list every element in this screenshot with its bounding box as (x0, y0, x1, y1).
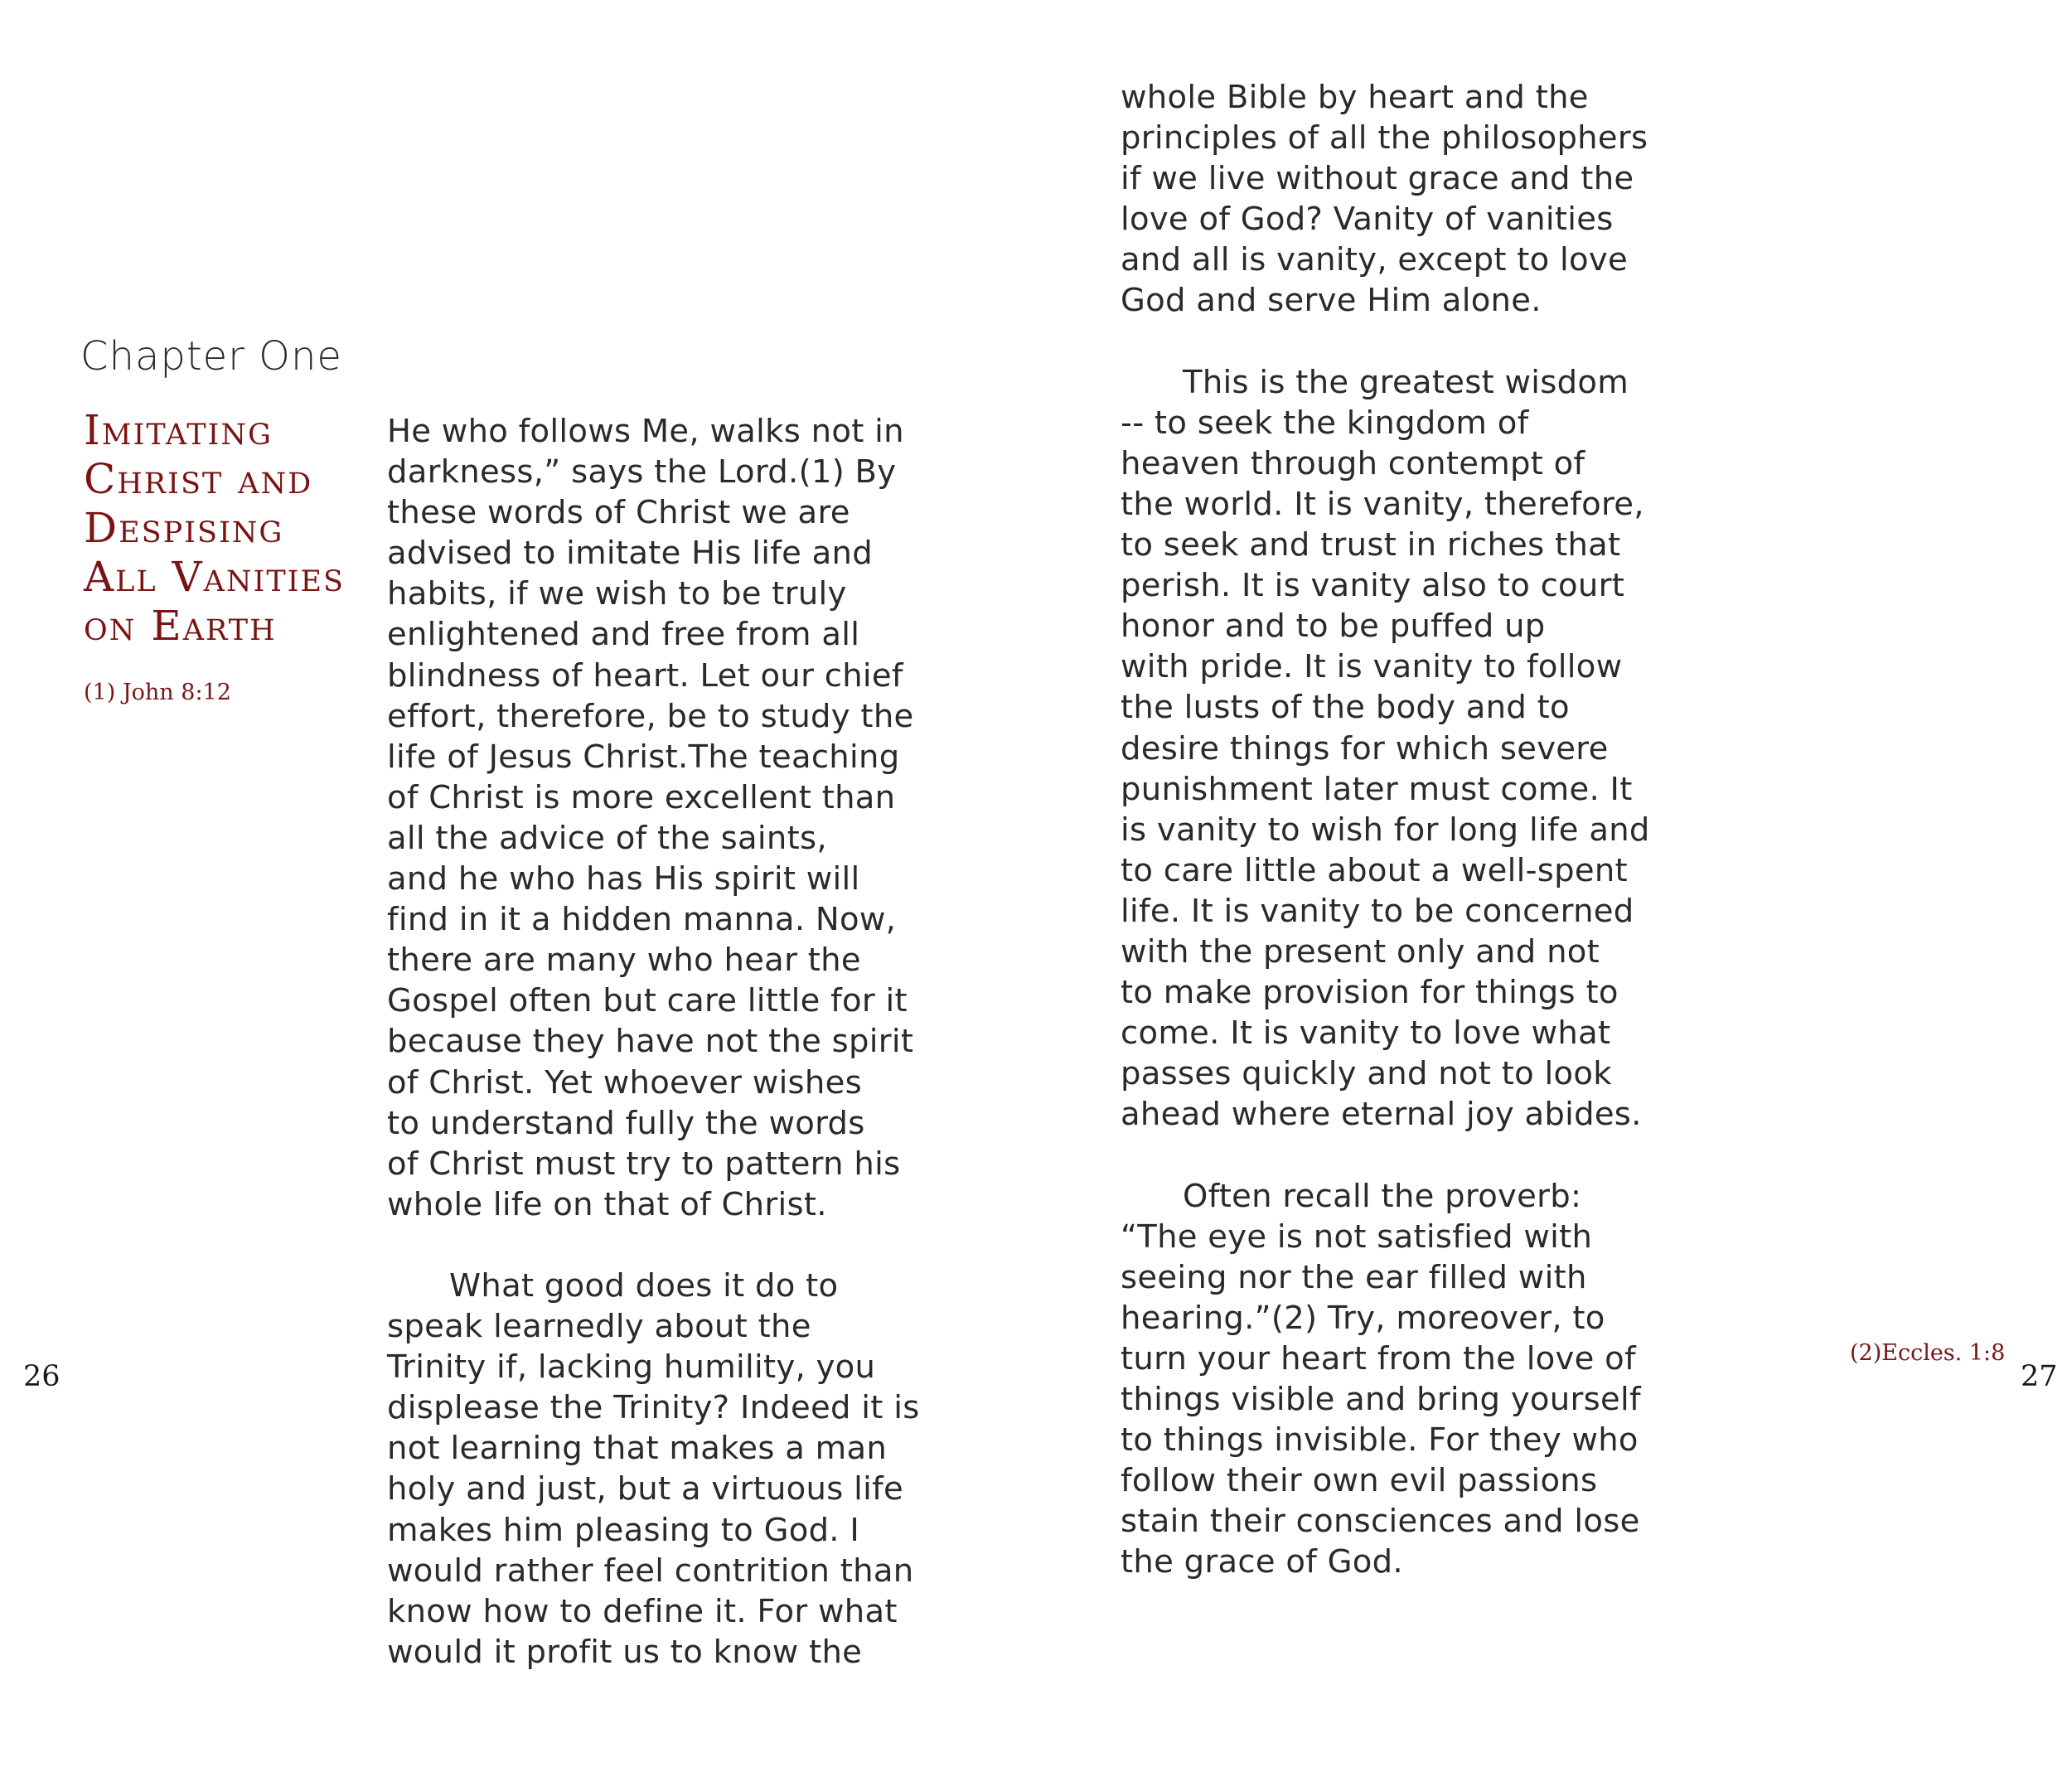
body-line: displease the Trinity? Indeed it is (387, 1389, 920, 1427)
body-line: with the present only and not (1121, 932, 1600, 971)
paragraph-gap (1121, 1135, 1650, 1175)
chapter-title-line: Imitating (84, 406, 273, 454)
body-line: What good does it do to (449, 1266, 839, 1305)
body-line: with pride. It is vanity to follow (1121, 648, 1623, 686)
right-body-text (1121, 77, 1650, 1582)
body-line: the lusts of the body and to (1121, 689, 1570, 727)
body-line: things visible and bring yourself (1121, 1381, 1641, 1418)
body-line: effort, therefore, be to study the (387, 697, 914, 735)
body-line: stain their consciences and lose (1121, 1503, 1640, 1541)
body-line: ahead where eternal joy abides. (1121, 1096, 1642, 1134)
body-line: habits, if we wish to be truly (387, 575, 847, 613)
body-line: and all is vanity, except to love (1121, 241, 1628, 279)
body-line: makes him pleasing to God. I (387, 1511, 860, 1549)
body-line: perish. It is vanity also to court (1121, 567, 1625, 605)
body-line: heaven through contempt of (1121, 444, 1585, 482)
body-line: life. It is vanity to be concerned (1121, 892, 1634, 930)
body-line: -- to seek the kingdom of (1121, 404, 1529, 442)
body-line: to make provision for things to (1121, 974, 1619, 1012)
body-line: to understand fully the words (387, 1104, 865, 1142)
body-line: life of Jesus Christ.The teaching (387, 738, 900, 776)
footnote-john: (1) John 8:12 (84, 680, 231, 705)
body-line: the world. It is vanity, therefore, (1121, 485, 1644, 523)
body-line: Trinity if, lacking humility, you (387, 1348, 876, 1387)
left-body-text (387, 411, 920, 1673)
body-line: of Christ. Yet whoever wishes (387, 1063, 862, 1101)
body-line: punishment later must come. It (1121, 770, 1633, 808)
body-line: seeing nor the ear filled with (1121, 1258, 1587, 1296)
chapter-title-line: on Earth (84, 602, 277, 650)
body-line: not learning that makes a man (387, 1430, 888, 1468)
chapter-title-line: All Vanities (84, 553, 346, 601)
body-line: turn your heart from the love of (1121, 1339, 1636, 1377)
chapter-title (84, 406, 366, 651)
chapter-title-line: Despising (84, 504, 284, 552)
body-line: follow their own evil passions (1121, 1462, 1598, 1500)
body-line: Gospel often but care little for it (387, 982, 908, 1020)
body-line: and he who has His spirit will (387, 860, 860, 898)
body-line: honor and to be puffed up (1121, 608, 1546, 646)
body-line: would rather feel contrition than (387, 1552, 914, 1590)
body-line: This is the greatest wisdom (1183, 363, 1629, 401)
body-line: God and serve Him alone. (1121, 282, 1542, 320)
body-line: speak learnedly about the (387, 1308, 811, 1346)
body-line: of Christ must try to pattern his (387, 1145, 901, 1183)
body-line: find in it a hidden manna. Now, (387, 901, 897, 939)
body-line: if we live without grace and the (1121, 160, 1634, 198)
body-line: of Christ is more excellent than (387, 778, 896, 816)
page-number-right: 27 (2021, 1360, 2058, 1393)
body-line: He who follows Me, walks not in (387, 413, 904, 450)
body-line: holy and just, but a virtuous life (387, 1470, 903, 1508)
paragraph-gap (387, 1225, 920, 1266)
body-line: love of God? Vanity of vanities (1121, 201, 1614, 239)
body-line: blindness of heart. Let our chief (387, 656, 903, 695)
body-line: principles of all the philosophers (1121, 119, 1648, 157)
body-line: all the advice of the saints, (387, 819, 827, 857)
body-line: hearing.”(2) Try, moreover, to (1121, 1299, 1605, 1337)
body-line: whole life on that of Christ. (387, 1185, 827, 1223)
body-line: know how to define it. For what (387, 1592, 898, 1630)
body-line: because they have not the spirit (387, 1023, 914, 1061)
body-line: Often recall the proverb: (1183, 1177, 1582, 1215)
body-line: is vanity to wish for long life and (1121, 811, 1650, 849)
body-line: these words of Christ we are (387, 494, 850, 532)
body-line: to care little about a well-spent (1121, 851, 1628, 889)
body-line: come. It is vanity to love what (1121, 1014, 1611, 1053)
body-line: to things invisible. For they who (1121, 1421, 1639, 1460)
chapter-label: Chapter One (80, 333, 342, 380)
body-line: the grace of God. (1121, 1543, 1403, 1581)
body-line: passes quickly and not to look (1121, 1055, 1612, 1093)
body-line: “The eye is not satisfied with (1121, 1218, 1593, 1256)
body-line: darkness,” says the Lord.(1) By (387, 453, 897, 491)
body-line: whole Bible by heart and the (1121, 79, 1589, 116)
body-line: would it profit us to know the (387, 1633, 863, 1671)
body-line: desire things for which severe (1121, 729, 1609, 767)
page-number-left: 26 (23, 1360, 61, 1393)
body-line: there are many who hear the (387, 942, 861, 980)
body-line: enlightened and free from all (387, 616, 860, 654)
footnote-eccles: (2)Eccles. 1:8 (1850, 1340, 2006, 1366)
body-line: to seek and trust in riches that (1121, 526, 1621, 564)
chapter-title-line: Christ and (84, 455, 313, 503)
paragraph-gap (1121, 322, 1650, 362)
body-line: advised to imitate His life and (387, 535, 873, 573)
